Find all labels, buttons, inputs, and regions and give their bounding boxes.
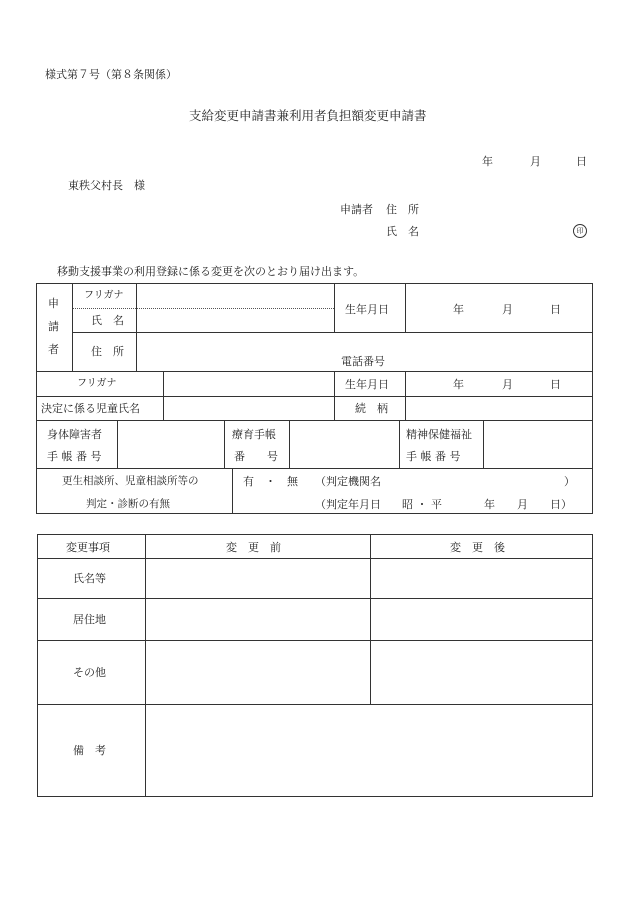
date-day: 日 (576, 155, 587, 168)
applicant-vertical-1: 申 (48, 297, 59, 310)
header-before: 変 更 前 (226, 541, 281, 554)
row-other-label: その他 (73, 666, 106, 679)
consultation-label-2: 判定・診断の有無 (86, 498, 170, 510)
relationship-label: 続 柄 (355, 402, 388, 415)
judging-org-label: （判定機関名 (315, 475, 381, 488)
physical-disability-label-1: 身体障害者 (47, 428, 102, 441)
child-birth-day: 日 (550, 378, 561, 391)
date-month: 月 (530, 155, 541, 168)
physical-disability-label-2: 手 帳 番 号 (47, 450, 102, 463)
name-label: 氏 名 (91, 314, 124, 327)
ryoiku-label-1: 療育手帳 (232, 428, 276, 441)
row-residence-label: 居住地 (73, 613, 106, 626)
addressee: 東秩父村長 様 (68, 179, 145, 192)
birth-day: 日 (550, 303, 561, 316)
date-year: 年 (482, 155, 493, 168)
judging-date-end: 年 月 日） (484, 498, 572, 511)
ryoiku-label-2: 番 号 (234, 450, 278, 463)
judging-org-close: ） (564, 475, 575, 488)
change-items-table (37, 534, 593, 797)
applicant-vertical-2: 請 (48, 320, 59, 333)
applicant-vertical-3: 者 (48, 343, 59, 356)
row-remarks-label: 備 考 (73, 744, 106, 757)
child-birth-month: 月 (502, 378, 513, 391)
header-after: 変 更 後 (450, 541, 505, 554)
birth-month: 月 (502, 303, 513, 316)
yes-no-options: 有 ・ 無 (243, 475, 298, 488)
address-label: 住 所 (91, 345, 124, 358)
judging-date-era: 昭 ・ 平 (402, 498, 442, 511)
page-title: 支給変更申請書兼利用者負担額変更申請書 (189, 108, 427, 123)
child-birth-year: 年 (453, 378, 464, 391)
seal-mark: 印 (573, 224, 587, 238)
birth-date-label: 生年月日 (345, 303, 389, 316)
applicant-info-table (36, 283, 593, 514)
intro-text: 移動支援事業の利用登録に係る変更を次のとおり届け出ます。 (57, 265, 365, 278)
applicant-address-label: 住 所 (386, 203, 419, 216)
child-name-label: 決定に係る児童氏名 (41, 402, 140, 415)
applicant-name-label: 氏 名 (386, 225, 419, 238)
form-number-label: 様式第７号（第８条関係） (45, 68, 177, 81)
mental-health-label-1: 精神保健福祉 (406, 428, 472, 441)
header-change-item: 変更事項 (66, 541, 110, 554)
child-furigana-label: フリガナ (77, 378, 117, 389)
mental-health-label-2: 手 帳 番 号 (406, 450, 461, 463)
birth-year: 年 (453, 303, 464, 316)
applicant-role: 申請者 (340, 203, 373, 216)
consultation-label-1: 更生相談所、児童相談所等の (62, 475, 199, 487)
furigana-label: フリガナ (84, 290, 124, 301)
judging-date-label: （判定年月日 (315, 498, 381, 511)
phone-label: 電話番号 (341, 355, 385, 368)
child-birth-date-label: 生年月日 (345, 378, 389, 391)
row-name-label: 氏名等 (73, 572, 106, 585)
